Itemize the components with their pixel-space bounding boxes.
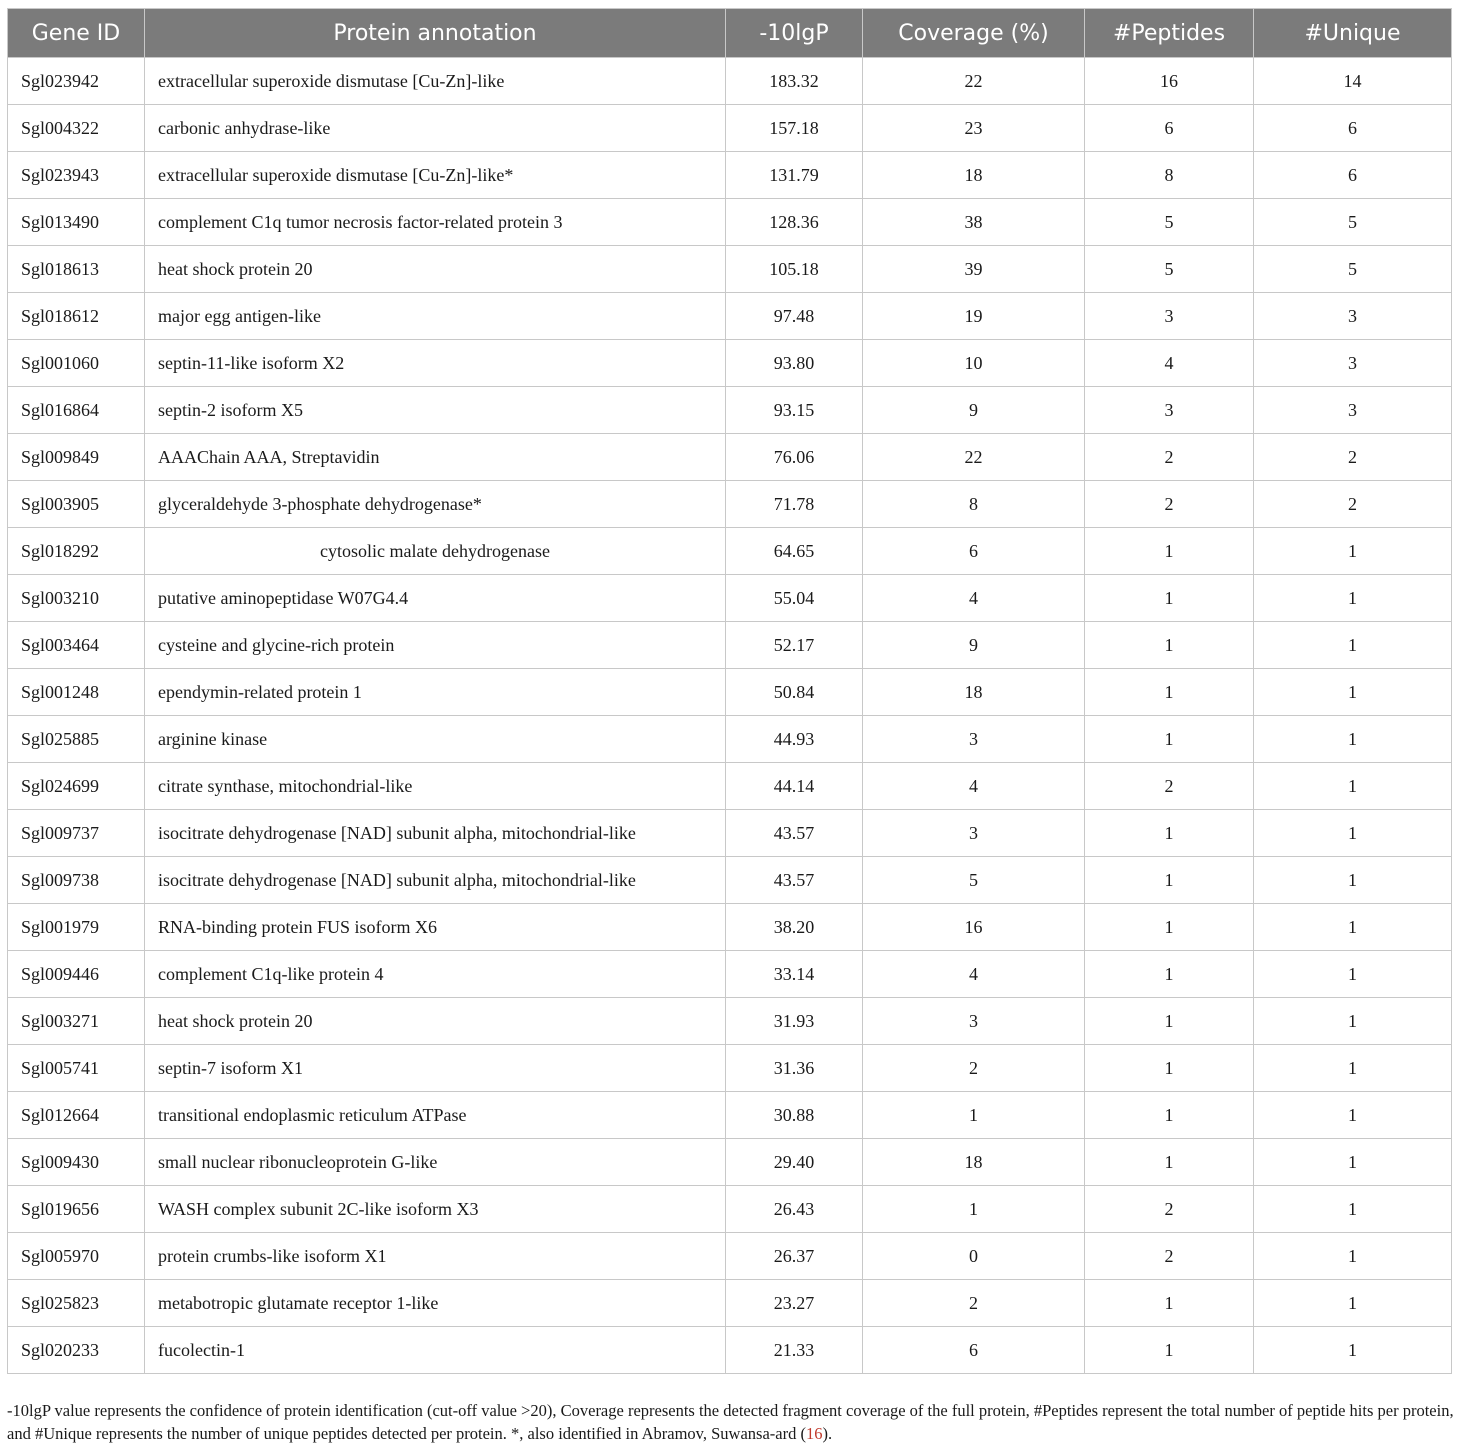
neg-10lgp-cell: 52.17 — [726, 622, 863, 669]
table-row — [8, 763, 1452, 810]
table-row — [8, 199, 1452, 246]
coverage-cell: 38 — [863, 199, 1085, 246]
peptides-cell: 1 — [1085, 998, 1254, 1045]
unique-cell: 3 — [1254, 387, 1452, 434]
protein-annotation-cell: cytosolic malate dehydrogenase — [145, 528, 726, 575]
gene-id-cell: Sgl003210 — [8, 575, 145, 622]
peptides-cell: 1 — [1085, 1327, 1254, 1374]
protein-annotation-cell: heat shock protein 20 — [145, 998, 726, 1045]
table-row — [8, 152, 1452, 199]
peptides-cell: 2 — [1085, 1186, 1254, 1233]
protein-annotation-cell: heat shock protein 20 — [145, 246, 726, 293]
protein-annotation-cell: putative aminopeptidase W07G4.4 — [145, 575, 726, 622]
neg-10lgp-cell: 64.65 — [726, 528, 863, 575]
unique-cell: 1 — [1254, 1233, 1452, 1280]
neg-10lgp-cell: 44.93 — [726, 716, 863, 763]
unique-cell: 1 — [1254, 1327, 1452, 1374]
unique-cell: 6 — [1254, 152, 1452, 199]
unique-cell: 1 — [1254, 528, 1452, 575]
unique-cell: 1 — [1254, 1092, 1452, 1139]
gene-id-cell: Sgl001979 — [8, 904, 145, 951]
unique-cell: 1 — [1254, 1139, 1452, 1186]
coverage-cell: 3 — [863, 998, 1085, 1045]
gene-id-cell: Sgl003464 — [8, 622, 145, 669]
protein-annotation-cell: arginine kinase — [145, 716, 726, 763]
peptides-cell: 2 — [1085, 763, 1254, 810]
table-row — [8, 481, 1452, 528]
neg-10lgp-cell: 43.57 — [726, 857, 863, 904]
unique-cell: 1 — [1254, 951, 1452, 998]
peptides-cell: 1 — [1085, 528, 1254, 575]
peptides-cell: 1 — [1085, 575, 1254, 622]
neg-10lgp-cell: 26.43 — [726, 1186, 863, 1233]
table-row — [8, 904, 1452, 951]
unique-cell: 1 — [1254, 763, 1452, 810]
unique-cell: 1 — [1254, 716, 1452, 763]
unique-cell: 1 — [1254, 998, 1452, 1045]
table-row — [8, 246, 1452, 293]
table-row — [8, 387, 1452, 434]
neg-10lgp-cell: 43.57 — [726, 810, 863, 857]
protein-annotation-cell: WASH complex subunit 2C-like isoform X3 — [145, 1186, 726, 1233]
unique-cell: 1 — [1254, 904, 1452, 951]
gene-id-cell: Sgl025885 — [8, 716, 145, 763]
gene-id-cell: Sgl003905 — [8, 481, 145, 528]
coverage-cell: 19 — [863, 293, 1085, 340]
gene-id-cell: Sgl009737 — [8, 810, 145, 857]
unique-cell: 1 — [1254, 1186, 1452, 1233]
coverage-cell: 23 — [863, 105, 1085, 152]
protein-annotation-cell: carbonic anhydrase-like — [145, 105, 726, 152]
protein-annotation-cell: protein crumbs-like isoform X1 — [145, 1233, 726, 1280]
gene-id-cell: Sgl005741 — [8, 1045, 145, 1092]
neg-10lgp-cell: 157.18 — [726, 105, 863, 152]
gene-id-cell: Sgl018292 — [8, 528, 145, 575]
coverage-cell: 3 — [863, 810, 1085, 857]
gene-id-cell: Sgl019656 — [8, 1186, 145, 1233]
protein-annotation-cell: major egg antigen-like — [145, 293, 726, 340]
protein-annotation-cell: RNA-binding protein FUS isoform X6 — [145, 904, 726, 951]
unique-cell: 1 — [1254, 669, 1452, 716]
coverage-cell: 9 — [863, 387, 1085, 434]
neg-10lgp-cell: 93.80 — [726, 340, 863, 387]
coverage-cell: 6 — [863, 1327, 1085, 1374]
coverage-cell: 1 — [863, 1092, 1085, 1139]
coverage-cell: 39 — [863, 246, 1085, 293]
neg-10lgp-cell: 26.37 — [726, 1233, 863, 1280]
protein-annotation-cell: extracellular superoxide dismutase [Cu-Zn]-like* — [145, 152, 726, 199]
protein-annotation-cell: isocitrate dehydrogenase [NAD] subunit alpha, mitochondrial-like — [145, 857, 726, 904]
gene-id-cell: Sgl024699 — [8, 763, 145, 810]
neg-10lgp-cell: 93.15 — [726, 387, 863, 434]
coverage-cell: 5 — [863, 857, 1085, 904]
peptides-cell: 1 — [1085, 622, 1254, 669]
neg-10lgp-cell: 97.48 — [726, 293, 863, 340]
table-row — [8, 293, 1452, 340]
coverage-cell: 9 — [863, 622, 1085, 669]
coverage-cell: 6 — [863, 528, 1085, 575]
neg-10lgp-cell: 38.20 — [726, 904, 863, 951]
peptides-cell: 1 — [1085, 669, 1254, 716]
protein-annotation-cell: ependymin-related protein 1 — [145, 669, 726, 716]
gene-id-cell: Sgl009849 — [8, 434, 145, 481]
gene-id-cell: Sgl018613 — [8, 246, 145, 293]
table-row — [8, 575, 1452, 622]
protein-annotation-cell: glyceraldehyde 3-phosphate dehydrogenase* — [145, 481, 726, 528]
table-header — [8, 9, 1452, 58]
header-coverage: Coverage (%) — [863, 9, 1085, 58]
gene-id-cell: Sgl009430 — [8, 1139, 145, 1186]
neg-10lgp-cell: 55.04 — [726, 575, 863, 622]
table-row — [8, 1233, 1452, 1280]
gene-id-cell: Sgl003271 — [8, 998, 145, 1045]
gene-id-cell: Sgl023942 — [8, 58, 145, 105]
unique-cell: 3 — [1254, 340, 1452, 387]
gene-id-cell: Sgl023943 — [8, 152, 145, 199]
coverage-cell: 4 — [863, 763, 1085, 810]
neg-10lgp-cell: 128.36 — [726, 199, 863, 246]
coverage-cell: 18 — [863, 1139, 1085, 1186]
protein-table — [7, 8, 1452, 1374]
gene-id-cell: Sgl001248 — [8, 669, 145, 716]
table-row — [8, 669, 1452, 716]
unique-cell: 1 — [1254, 810, 1452, 857]
gene-id-cell: Sgl018612 — [8, 293, 145, 340]
peptides-cell: 16 — [1085, 58, 1254, 105]
protein-annotation-cell: small nuclear ribonucleoprotein G-like — [145, 1139, 726, 1186]
protein-annotation-cell: metabotropic glutamate receptor 1-like — [145, 1280, 726, 1327]
neg-10lgp-cell: 131.79 — [726, 152, 863, 199]
table-row — [8, 528, 1452, 575]
coverage-cell: 18 — [863, 669, 1085, 716]
footnote-reference-link[interactable]: 16 — [805, 1423, 823, 1443]
table-row — [8, 1327, 1452, 1374]
table-row — [8, 1092, 1452, 1139]
protein-annotation-cell: complement C1q tumor necrosis factor-related protein 3 — [145, 199, 726, 246]
neg-10lgp-cell: 50.84 — [726, 669, 863, 716]
protein-annotation-cell: extracellular superoxide dismutase [Cu-Zn]-like — [145, 58, 726, 105]
peptides-cell: 2 — [1085, 1233, 1254, 1280]
gene-id-cell: Sgl009738 — [8, 857, 145, 904]
neg-10lgp-cell: 29.40 — [726, 1139, 863, 1186]
unique-cell: 1 — [1254, 1280, 1452, 1327]
header-row — [8, 9, 1452, 58]
header-peptides: #Peptides — [1085, 9, 1254, 58]
table-row — [8, 857, 1452, 904]
neg-10lgp-cell: 71.78 — [726, 481, 863, 528]
table-row — [8, 810, 1452, 857]
peptides-cell: 2 — [1085, 481, 1254, 528]
table-body — [8, 58, 1452, 1374]
footnote-text: -10lgP value represents the confidence of protein identification (cut-off value >20), Coverage represents the detected fragment coverage of the full protein, #Peptides represent the total number of peptide hits per protein, and #Unique represents the number of unique peptides detected per protein. *, also identified in Abramov, Suwansa-ard ( — [7, 1400, 1454, 1443]
peptides-cell: 5 — [1085, 199, 1254, 246]
neg-10lgp-cell: 183.32 — [726, 58, 863, 105]
neg-10lgp-cell: 105.18 — [726, 246, 863, 293]
unique-cell: 1 — [1254, 575, 1452, 622]
unique-cell: 5 — [1254, 246, 1452, 293]
coverage-cell: 16 — [863, 904, 1085, 951]
neg-10lgp-cell: 21.33 — [726, 1327, 863, 1374]
coverage-cell: 18 — [863, 152, 1085, 199]
peptides-cell: 3 — [1085, 387, 1254, 434]
gene-id-cell: Sgl009446 — [8, 951, 145, 998]
unique-cell: 2 — [1254, 481, 1452, 528]
table-footnote — [7, 1399, 1457, 1445]
protein-annotation-cell: septin-2 isoform X5 — [145, 387, 726, 434]
coverage-cell: 4 — [863, 951, 1085, 998]
gene-id-cell: Sgl016864 — [8, 387, 145, 434]
protein-annotation-cell: transitional endoplasmic reticulum ATPase — [145, 1092, 726, 1139]
coverage-cell: 10 — [863, 340, 1085, 387]
neg-10lgp-cell: 31.93 — [726, 998, 863, 1045]
peptides-cell: 1 — [1085, 951, 1254, 998]
peptides-cell: 1 — [1085, 810, 1254, 857]
peptides-cell: 6 — [1085, 105, 1254, 152]
peptides-cell: 1 — [1085, 904, 1254, 951]
coverage-cell: 2 — [863, 1280, 1085, 1327]
coverage-cell: 2 — [863, 1045, 1085, 1092]
neg-10lgp-cell: 31.36 — [726, 1045, 863, 1092]
protein-annotation-cell: septin-7 isoform X1 — [145, 1045, 726, 1092]
header-neg-10lgp: -10lgP — [726, 9, 863, 58]
table-row — [8, 716, 1452, 763]
gene-id-cell: Sgl004322 — [8, 105, 145, 152]
unique-cell: 1 — [1254, 857, 1452, 904]
table-row — [8, 340, 1452, 387]
protein-annotation-cell: AAAChain AAA, Streptavidin — [145, 434, 726, 481]
protein-annotation-cell: complement C1q-like protein 4 — [145, 951, 726, 998]
coverage-cell: 8 — [863, 481, 1085, 528]
gene-id-cell: Sgl005970 — [8, 1233, 145, 1280]
table-row — [8, 998, 1452, 1045]
coverage-cell: 22 — [863, 58, 1085, 105]
neg-10lgp-cell: 23.27 — [726, 1280, 863, 1327]
protein-annotation-cell: cysteine and glycine-rich protein — [145, 622, 726, 669]
gene-id-cell: Sgl012664 — [8, 1092, 145, 1139]
peptides-cell: 3 — [1085, 293, 1254, 340]
footnote-tail: ). — [822, 1423, 833, 1443]
table-row — [8, 434, 1452, 481]
unique-cell: 1 — [1254, 1045, 1452, 1092]
neg-10lgp-cell: 76.06 — [726, 434, 863, 481]
protein-annotation-cell: fucolectin-1 — [145, 1327, 726, 1374]
header-gene-id: Gene ID — [8, 9, 145, 58]
table-row — [8, 1186, 1452, 1233]
peptides-cell: 1 — [1085, 1139, 1254, 1186]
coverage-cell: 22 — [863, 434, 1085, 481]
gene-id-cell: Sgl025823 — [8, 1280, 145, 1327]
protein-annotation-cell: septin-11-like isoform X2 — [145, 340, 726, 387]
header-unique: #Unique — [1254, 9, 1452, 58]
neg-10lgp-cell: 30.88 — [726, 1092, 863, 1139]
neg-10lgp-cell: 33.14 — [726, 951, 863, 998]
peptides-cell: 2 — [1085, 434, 1254, 481]
gene-id-cell: Sgl013490 — [8, 199, 145, 246]
peptides-cell: 4 — [1085, 340, 1254, 387]
neg-10lgp-cell: 44.14 — [726, 763, 863, 810]
unique-cell: 14 — [1254, 58, 1452, 105]
peptides-cell: 8 — [1085, 152, 1254, 199]
table-row — [8, 1045, 1452, 1092]
coverage-cell: 4 — [863, 575, 1085, 622]
peptides-cell: 1 — [1085, 1280, 1254, 1327]
peptides-cell: 1 — [1085, 857, 1254, 904]
table-row — [8, 951, 1452, 998]
gene-id-cell: Sgl001060 — [8, 340, 145, 387]
coverage-cell: 3 — [863, 716, 1085, 763]
unique-cell: 2 — [1254, 434, 1452, 481]
protein-annotation-cell: citrate synthase, mitochondrial-like — [145, 763, 726, 810]
unique-cell: 5 — [1254, 199, 1452, 246]
table-row — [8, 58, 1452, 105]
header-protein-annotation: Protein annotation — [145, 9, 726, 58]
table-row — [8, 105, 1452, 152]
unique-cell: 3 — [1254, 293, 1452, 340]
table-row — [8, 1139, 1452, 1186]
peptides-cell: 1 — [1085, 1045, 1254, 1092]
gene-id-cell: Sgl020233 — [8, 1327, 145, 1374]
unique-cell: 6 — [1254, 105, 1452, 152]
table-row — [8, 1280, 1452, 1327]
coverage-cell: 0 — [863, 1233, 1085, 1280]
peptides-cell: 5 — [1085, 246, 1254, 293]
peptides-cell: 1 — [1085, 716, 1254, 763]
unique-cell: 1 — [1254, 622, 1452, 669]
table-row — [8, 622, 1452, 669]
protein-annotation-cell: isocitrate dehydrogenase [NAD] subunit alpha, mitochondrial-like — [145, 810, 726, 857]
peptides-cell: 1 — [1085, 1092, 1254, 1139]
coverage-cell: 1 — [863, 1186, 1085, 1233]
